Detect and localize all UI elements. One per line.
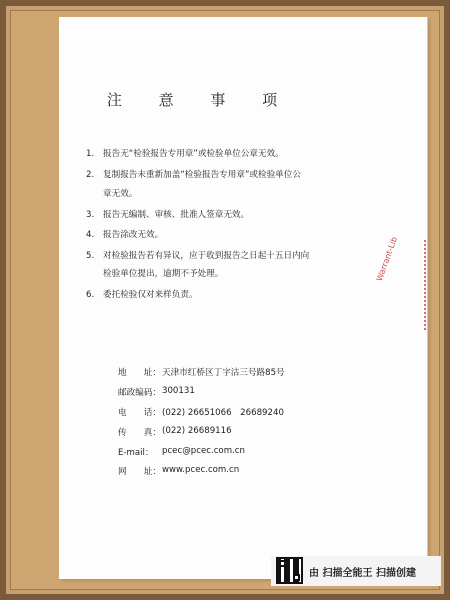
notice-text: 委托检验仅对来样负责。 [103,290,198,300]
email-label: E-mail： [118,448,154,458]
website-label: 网 址： [118,467,161,477]
address-label: 地 址： [118,368,161,378]
website-value: www.pcec.com.cn [162,465,240,475]
notice-number: 1. [86,149,95,159]
page-title: 注 意 事 项 [106,91,294,109]
notice-text: 报告涂改无效。 [103,230,164,240]
notice-number: 2. [86,170,95,180]
phone-value: (022) 26651066 26689240 [162,408,284,418]
qr-code-icon [276,557,303,584]
notice-text: 对检验报告若有异议，应于收到报告之日起十五日内向 [103,251,310,261]
phone-label: 电 话： [118,408,161,418]
notice-text: 报告无“检验报告专用章”或检验单位公章无效。 [103,149,284,159]
postcode-label: 邮政编码： [118,388,161,398]
address-value: 天津市红桥区丁字沽三号路85号 [162,368,285,378]
notice-number: 6. [86,290,95,300]
fax-value: (022) 26689116 [162,426,232,436]
email-value: pcec@pcec.com.cn [162,446,245,456]
notice-number: 3. [86,210,95,220]
notice-number: 4. [86,230,95,240]
notice-text: 复制报告未重新加盖“检验报告专用章”或检验单位公 [103,170,301,180]
notice-text-continued: 检验单位提出，逾期不予处理。 [103,269,224,279]
scan-watermark-text: 由 扫描全能王 扫描创建 [309,568,416,579]
notice-number: 5. [86,251,95,261]
notice-text: 报告无编制、审核、批准人签章无效。 [103,210,250,220]
notice-text-continued: 章无效。 [103,189,138,199]
fax-label: 传 真： [118,428,161,438]
postcode-value: 300131 [162,386,195,396]
